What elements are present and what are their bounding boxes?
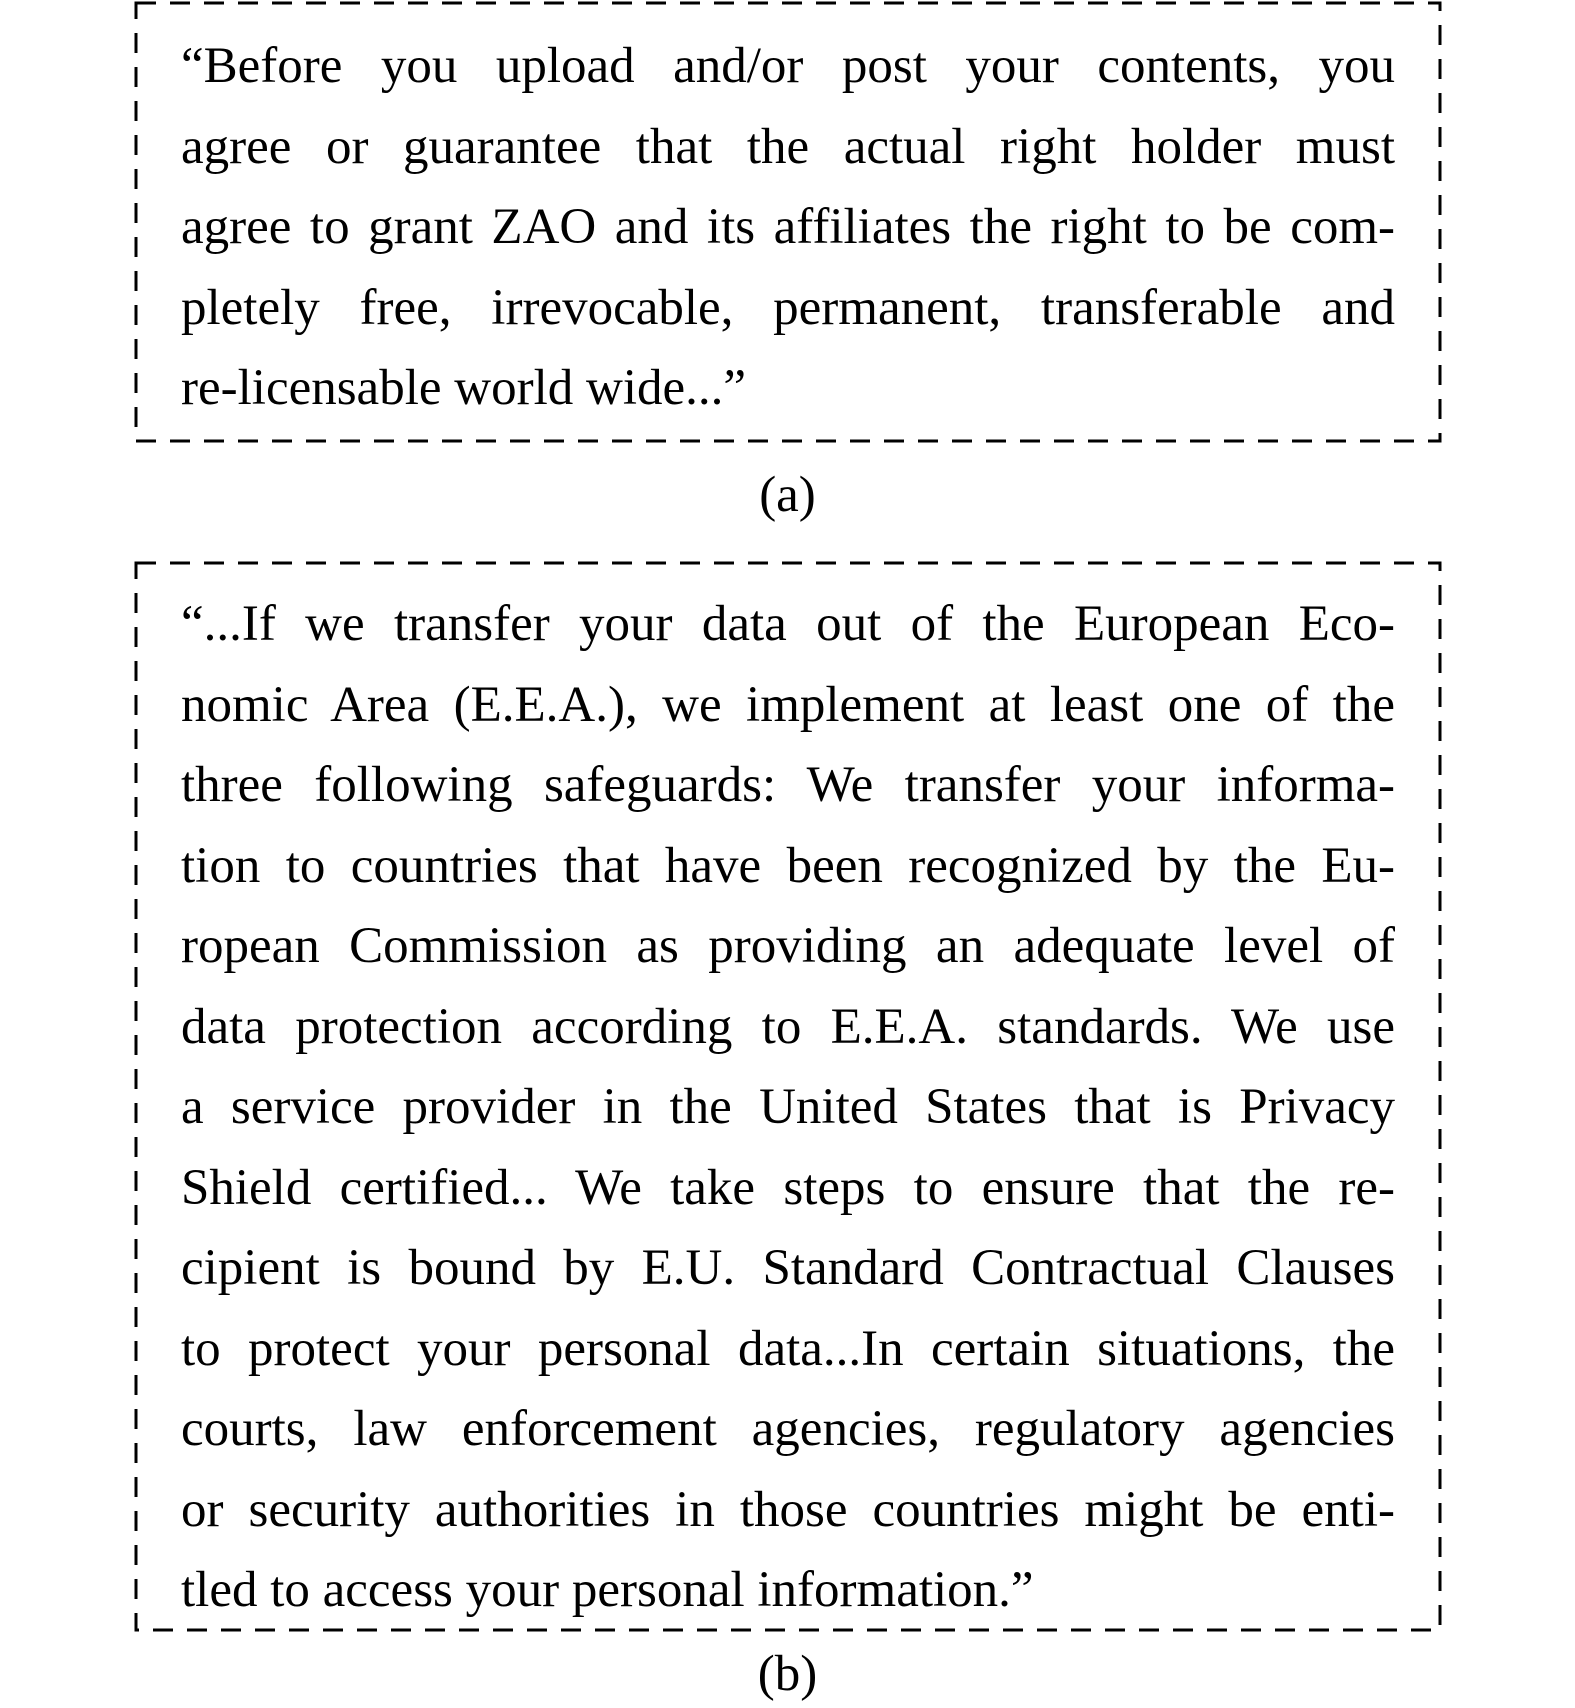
quote-line: pletely free, irrevocable, permanent, transferable and xyxy=(181,279,1395,336)
quote-line: courts, law enforcement agencies, regulatory agencies xyxy=(181,1401,1395,1457)
quote-box-b xyxy=(135,562,1441,1631)
caption-b: (b) xyxy=(757,1646,818,1702)
quote-line: ropean Commission as providing an adequate level of xyxy=(181,918,1395,974)
caption-a: (a) xyxy=(759,467,816,523)
quote-box-a xyxy=(135,2,1441,442)
quote-line: to protect your personal data...In certain situations, the xyxy=(181,1320,1395,1377)
quote-line: or security authorities in those countries might be enti- xyxy=(181,1481,1395,1538)
quote-line: Shield certified... We take steps to ensure that the re- xyxy=(181,1159,1395,1216)
quote-line: “Before you upload and/or post your contents, you xyxy=(181,38,1395,94)
quote-line: data protection according to E.E.A. standards. We use xyxy=(181,998,1395,1055)
quote-line: agree or guarantee that the actual right holder must xyxy=(181,118,1395,175)
quote-line: three following safeguards: We transfer your informa- xyxy=(181,757,1395,813)
quote-line: tion to countries that have been recognized by the Eu- xyxy=(181,837,1395,894)
quote-line: cipient is bound by E.U. Standard Contractual Clauses xyxy=(181,1240,1395,1296)
quote-line: agree to grant ZAO and its affiliates the right to be com- xyxy=(181,199,1395,255)
quote-line: a service provider in the United States that is Privacy xyxy=(181,1079,1395,1135)
quote-text-b xyxy=(181,584,1395,1631)
quote-line: tled to access your personal information.” xyxy=(181,1562,1034,1618)
quote-line: “...If we transfer your data out of the European Eco- xyxy=(181,596,1395,652)
quote-text-a xyxy=(181,26,1395,429)
quote-line: re-licensable world wide...” xyxy=(181,360,747,416)
quote-line: nomic Area (E.E.A.), we implement at least one of the xyxy=(181,676,1395,733)
